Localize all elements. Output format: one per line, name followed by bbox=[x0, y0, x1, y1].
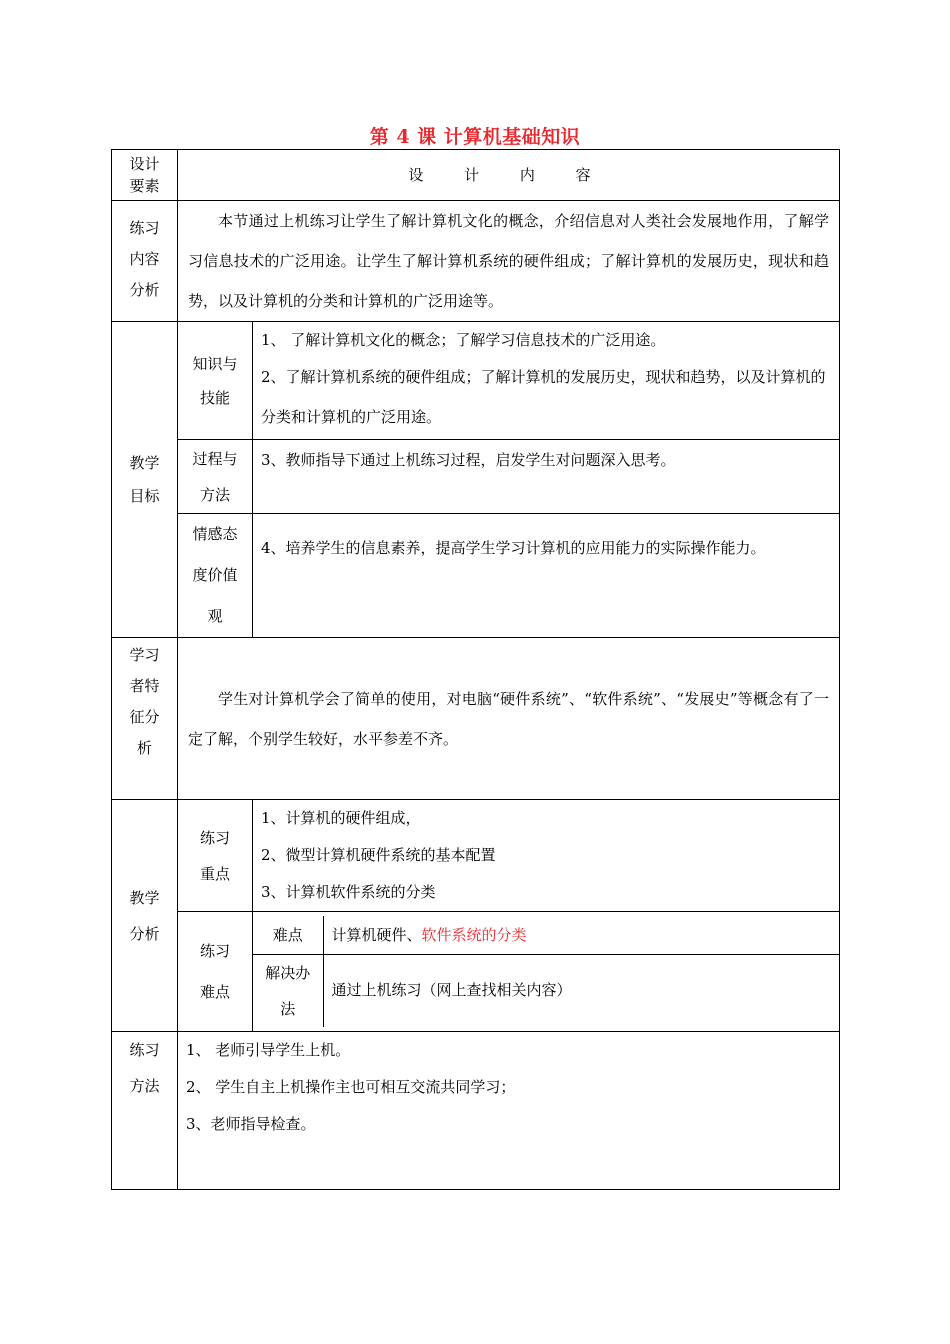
emotion-label: 情感态度价值观 bbox=[192, 525, 238, 625]
knowledge-item-2: 2、了解计算机系统的硬件组成；了解计算机的发展历史，现状和趋势，以及计算机的分类和计算机的广泛用途。 bbox=[261, 368, 826, 426]
teaching-goals-label: 教学目标 bbox=[129, 453, 160, 505]
difficulty-text-cell bbox=[323, 916, 839, 954]
learner-analysis-text: 学生对计算机学会了简单的使用，对电脑“硬件系统”、“软件系统”、“发展史”等概念有了一定了解，个别学生较好，水平参差不齐。 bbox=[188, 689, 829, 748]
practice-methods-label-cell bbox=[112, 1032, 178, 1190]
practice-method-1: 1、 老师引导学生上机。 bbox=[186, 1041, 351, 1059]
practice-content-label: 练习内容分析 bbox=[129, 218, 160, 299]
solution-text-cell bbox=[323, 954, 839, 1027]
emotion-row bbox=[112, 514, 840, 638]
learner-analysis-row bbox=[112, 638, 840, 800]
lesson-plan-table bbox=[111, 149, 840, 1190]
practice-content-label-cell bbox=[112, 201, 178, 322]
difficulties-inner-table bbox=[253, 916, 839, 1027]
difficulties-label: 练习难点 bbox=[199, 941, 230, 1001]
teaching-goals-label-cell bbox=[112, 322, 178, 638]
key-points-row bbox=[112, 800, 840, 912]
practice-method-2: 2、 学生自主上机操作主也可相互交流共同学习； bbox=[186, 1078, 516, 1096]
key-point-3: 3、计算机软件系统的分类 bbox=[261, 883, 436, 901]
practice-content-row bbox=[112, 201, 840, 322]
header-left-cell bbox=[112, 150, 178, 201]
knowledge-row bbox=[112, 322, 840, 440]
process-cell bbox=[253, 440, 840, 514]
header-right-cell bbox=[178, 150, 840, 201]
knowledge-item-1: 1、 了解计算机文化的概念；了解学习信息技术的广泛用途。 bbox=[261, 331, 666, 349]
knowledge-label: 知识与技能 bbox=[192, 354, 238, 407]
page-title: 第 4 课 计算机基础知识 bbox=[369, 126, 581, 148]
solution-label-cell bbox=[253, 954, 323, 1027]
solution-label: 解决办法 bbox=[265, 963, 311, 1018]
key-point-1: 1、计算机的硬件组成， bbox=[261, 809, 421, 827]
header-row bbox=[112, 150, 840, 201]
practice-content-text: 本节通过上机练习让学生了解计算机文化的概念，介绍信息对人类社会发展地作用，了解学习信息技术的广泛用途。让学生了解计算机系统的硬件组成；了解计算机的发展历史，现状和趋势，以及计算机的分类和计算机的广泛用途等。 bbox=[188, 212, 829, 310]
difficulty-text-a: 计算机硬件、 bbox=[331, 925, 422, 944]
process-label: 过程与方法 bbox=[192, 449, 238, 504]
header-left: 设计要素 bbox=[129, 155, 160, 195]
practice-method-3: 3、老师指导检查。 bbox=[186, 1115, 316, 1133]
key-points-label-cell bbox=[178, 800, 253, 912]
process-row bbox=[112, 440, 840, 514]
knowledge-cell bbox=[253, 322, 840, 440]
learner-analysis-label: 学习者特征分析 bbox=[129, 646, 160, 757]
difficulties-label-cell bbox=[178, 912, 253, 1032]
practice-methods-cell bbox=[178, 1032, 840, 1190]
emotion-label-cell bbox=[178, 514, 253, 638]
solution-row bbox=[253, 954, 839, 1027]
difficulty-text-b: 软件系统的分类 bbox=[421, 925, 527, 944]
difficulty-label-cell bbox=[253, 916, 323, 954]
key-points-cell bbox=[253, 800, 840, 912]
learner-analysis-cell bbox=[178, 638, 840, 800]
process-label-cell bbox=[178, 440, 253, 514]
practice-methods-label: 练习方法 bbox=[129, 1041, 160, 1095]
difficulties-row bbox=[112, 912, 840, 1032]
difficulties-cell bbox=[253, 912, 840, 1032]
learner-analysis-label-cell bbox=[112, 638, 178, 800]
process-text: 3、教师指导下通过上机练习过程，启发学生对问题深入思考。 bbox=[261, 451, 676, 469]
teaching-analysis-label-cell bbox=[112, 800, 178, 1032]
knowledge-label-cell bbox=[178, 322, 253, 440]
key-points-label: 练习重点 bbox=[199, 828, 230, 883]
difficulty-label: 难点 bbox=[272, 925, 303, 944]
solution-text: 通过上机练习（网上查找相关内容） bbox=[331, 981, 572, 1000]
key-point-2: 2、微型计算机硬件系统的基本配置 bbox=[261, 846, 496, 864]
practice-methods-row bbox=[112, 1032, 840, 1190]
practice-content-cell bbox=[178, 201, 840, 322]
difficulty-row bbox=[253, 916, 839, 954]
emotion-cell bbox=[253, 514, 840, 638]
header-right: 设 计 内 容 bbox=[408, 165, 609, 184]
teaching-analysis-label: 教学分析 bbox=[129, 888, 160, 943]
emotion-text: 4、培养学生的信息素养，提高学生学习计算机的应用能力的实际操作能力。 bbox=[261, 539, 766, 557]
